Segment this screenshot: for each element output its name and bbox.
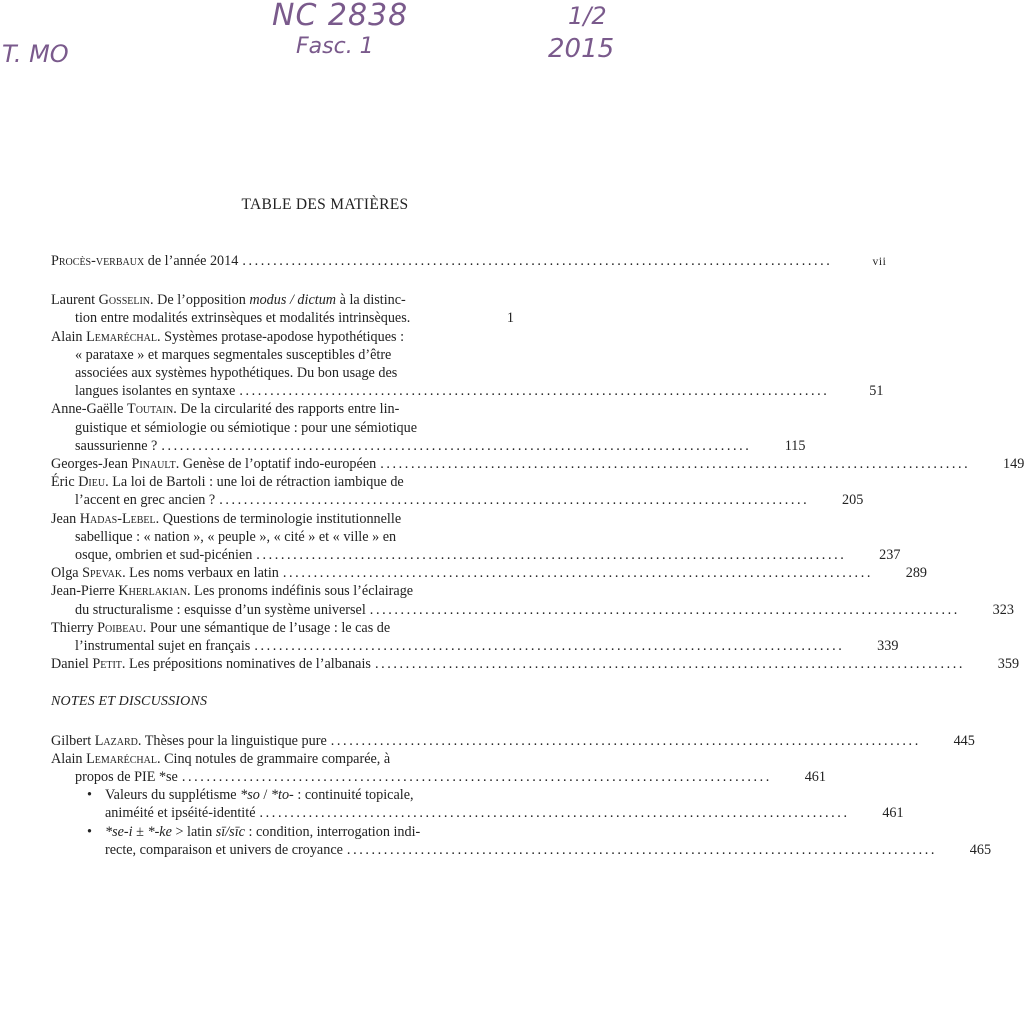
page-number: 461 [804, 769, 826, 786]
entry-title-italic: *so [240, 787, 260, 804]
table-of-contents [51, 252, 1024, 859]
page-number: 51 [869, 383, 884, 400]
bullet-item [51, 786, 514, 804]
page-number: 1 [506, 310, 514, 327]
author-first-name: Laurent [51, 292, 99, 309]
author-last-name: Hadas-Lebel [79, 510, 156, 527]
toc-entry: Gilbert Lazard. Thèses pour la linguistique pure ................................................................................................ 445 [51, 732, 975, 749]
entry-title-text: recte, comparaison et univers de croyance [105, 841, 343, 858]
page-number: 359 [997, 656, 1020, 673]
entry-title-text: Thèses pour la linguistique pure [144, 732, 327, 749]
entry-title-text: Les pronoms indéfinis sous l’éclairage [194, 583, 414, 600]
dot-leader: ................................................................................................ [242, 253, 833, 269]
entry-title-text: Valeurs du supplétisme [105, 787, 241, 804]
page-number: 237 [879, 547, 901, 564]
author-last-name: Spevak [82, 565, 123, 582]
entry-title-text: > latin [171, 823, 216, 840]
author-first-name: Jean-Pierre [51, 583, 119, 600]
dot-leader: ................................................................................................ [380, 456, 971, 473]
toc-entry: Georges-Jean Pinault. Genèse de l’optatif indo-européen ................................................................................................ 149 [51, 456, 1024, 473]
handwritten-call-number: NC 2838 [272, 0, 409, 33]
toc-entry: Laurent Gosselin. De l’opposition modus / dictum à la distinc- tion entre modalités extrinsèques et modalités intrinsèques. 1 [51, 292, 514, 327]
page-number: 205 [842, 492, 864, 509]
entry-title-text: La loi de Bartoli : une loi de rétraction iambique de [112, 474, 404, 491]
entry-title-text: tion entre modalités extrinsèques et modalités intrinsèques. [75, 310, 411, 327]
bullet-icon: • [87, 787, 92, 804]
author-first-name: Jean [51, 510, 80, 527]
entry-title-text: saussurienne ? [75, 437, 158, 454]
page-number: 461 [882, 805, 904, 822]
entry-title-text: Les prépositions nominatives de l’albanais [129, 656, 371, 673]
entry-title-text: De l’opposition [157, 292, 250, 309]
author-first-name: Alain [51, 750, 87, 767]
toc-entry: Jean-Pierre Kherlakian. Les pronoms indéfinis sous l’éclairage du structuralisme : esquisse d’un système universel ................................................................................................ 323 [51, 583, 1014, 618]
toc-entry: Thierry Poibeau. Pour une sémantique de l’usage : le cas de l’instrumental sujet en français ................................................................................................ 339 [51, 619, 899, 655]
proces-label: Procès-verbaux [51, 253, 145, 269]
entry-title-text: Systèmes protase-apodose hypothétiques : [164, 328, 405, 345]
entry-title-text: Les noms verbaux en latin [129, 565, 279, 582]
dot-leader: ................................................................................................ [259, 805, 850, 822]
author-first-name: Thierry [51, 619, 98, 636]
entry-title-text: guistique et sémiologie ou sémiotique : pour une sémiotique [75, 419, 418, 436]
entry-title-italic: sī/sīc [215, 823, 245, 840]
dot-leader: ................................................................................................ [346, 841, 938, 858]
entry-title-text: du structuralisme : esquisse d’un système universel [75, 601, 366, 618]
entry-title-text: Questions de terminologie institutionnelle [162, 510, 402, 527]
page-number: 115 [784, 437, 806, 454]
page-number: 289 [905, 565, 927, 582]
entry-title-text: De la circularité des rapports entre lin- [180, 401, 400, 418]
dot-leader: ................................................................................................ [369, 601, 960, 618]
bullet-item [51, 823, 514, 841]
entry-title-italic: *-ke [147, 823, 172, 840]
entry-title-text: ± [132, 823, 148, 840]
toc-entry: Anne-Gaëlle Toutain. De la circularité des rapports entre lin- guistique et sémiologie ou sémiotique : pour une sémiotique saussurienne ? ................................................................................................ 115 [51, 401, 806, 454]
entry-title-text: l’instrumental sujet en français [75, 638, 251, 655]
page-number: 445 [953, 732, 975, 749]
dot-leader: ................................................................................................ [254, 638, 845, 655]
entry-title-text: Cinq notules de grammaire comparée, à [164, 750, 391, 767]
page-number: 465 [969, 841, 992, 858]
toc-entry: Alain Lemaréchal. Systèmes protase-apodose hypothétiques : « parataxe » et marques segmentales susceptibles d’être associées aux systèmes hypothétiques. Du bon usage des langues isolantes en syntaxe ................................................................................................ 51 [51, 328, 884, 400]
entry-title-text: propos de PIE [75, 769, 159, 786]
entry-title-text: Pour une sémantique de l’usage : le cas de [149, 619, 391, 636]
author-last-name: Poibeau [97, 619, 143, 636]
dot-leader: ................................................................................................ [330, 732, 921, 749]
entry-title-text: « parataxe » et marques segmentales susceptibles d’être [75, 346, 392, 363]
proces-label-rest: de l’année 2014 [144, 253, 239, 269]
toc-entry: Olga Spevak. Les noms verbaux en latin ................................................................................................ 289 [51, 565, 927, 582]
author-last-name: Lemaréchal [86, 750, 157, 767]
entry-title-italic: modus / dictum [249, 292, 337, 309]
toc-entry: Éric Dieu. La loi de Bartoli : une loi de rétraction iambique de l’accent en grec ancien ? ................................................................................................ 205 [51, 474, 864, 509]
page-number: 149 [1003, 456, 1024, 473]
dot-leader: ................................................................................................ [181, 769, 772, 786]
author-last-name: Pinault [131, 456, 176, 473]
dot-leader: ................................................................................................ [282, 565, 873, 582]
entry-title-text: sabellique : « nation », « peuple », « cité » et « ville » en [75, 528, 397, 545]
entry-title-text: osque, ombrien et sud-picénien [75, 547, 253, 564]
dot-leader: ................................................................................................ [239, 383, 830, 400]
entry-title-text: animéité et ipséité-identité [105, 805, 256, 822]
handwritten-corner-number: 1/2 [568, 2, 607, 30]
author-last-name: Toutain [127, 401, 174, 418]
author-first-name: Anne-Gaëlle [51, 401, 128, 418]
entry-title-text: : continuité topicale, [293, 787, 414, 804]
toc-entry: Jean Hadas-Lebel. Questions de terminologie institutionnelle sabellique : « nation », « peuple », « cité » et « ville » en osque, ombrien et sud-picénien ................................................................................................ 237 [51, 510, 901, 564]
author-last-name: Dieu [78, 474, 106, 491]
entry-title-text: associées aux systèmes hypothétiques. Du bon usage des [75, 365, 398, 382]
page-number: 339 [877, 638, 899, 655]
entry-title-text: à la distinc- [336, 292, 406, 309]
author-first-name: Éric [51, 474, 79, 491]
author-last-name: Lazard [94, 732, 138, 749]
author-first-name: Georges-Jean [51, 456, 132, 473]
author-last-name: Lemaréchal [86, 328, 157, 345]
dot-leader: ................................................................................................ [161, 437, 752, 454]
page-title: TABLE DES MATIÈRES [241, 196, 409, 213]
entry-title-text: l’accent en grec ancien ? [75, 492, 216, 509]
bullet-icon: • [87, 823, 92, 840]
handwritten-corner-year: 2015 [548, 34, 615, 64]
toc-entry: Daniel Petit. Les prépositions nominatives de l’albanais ................................................................................................ 359 [51, 656, 1020, 673]
author-last-name: Kherlakian [118, 583, 187, 600]
entry-title-text: Genèse de l’optatif indo-européen [182, 456, 377, 473]
handwritten-tome: T. MO [2, 40, 69, 68]
author-first-name: Daniel [51, 656, 93, 673]
dot-leader: ................................................................................................ [219, 492, 810, 509]
entry-title-text: / [259, 787, 271, 804]
dot-leader: ................................................................................................ [374, 656, 966, 673]
author-first-name: Alain [51, 328, 87, 345]
author-last-name: Petit [92, 656, 122, 673]
page-number: 323 [992, 601, 1014, 618]
author-first-name: Olga [51, 565, 83, 582]
section-heading-notes: NOTES ET DISCUSSIONS [51, 694, 208, 710]
handwritten-fascicle: Fasc. 1 [296, 34, 374, 59]
toc-entry: Alain Lemaréchal. Cinq notules de grammaire comparée, à propos de PIE *se ................................................................................................ 461 • Valeurs du supplétisme *so / *to- : continuité topicale, animéité et ipséité-identité ................................................................................................ 461 • *se-i ± *-ke > latin sī/sīc : condition, interrogation indi- recte, comparaison et univers de croyance ................................................................................................ 465 [51, 750, 992, 858]
author-last-name: Gosselin [98, 292, 151, 309]
entry-title-italic: *se-i [105, 823, 133, 840]
page-number: vii [872, 256, 887, 268]
dot-leader: ................................................................................................ [256, 547, 847, 564]
entry-title-italic: *to- [270, 787, 294, 804]
author-first-name: Gilbert [51, 732, 95, 749]
entry-title-text: : condition, interrogation indi- [244, 823, 421, 840]
entry-title-text: *se [158, 769, 178, 786]
toc-entry-proces-verbaux [51, 252, 887, 271]
entry-title-text: langues isolantes en syntaxe [75, 383, 236, 400]
